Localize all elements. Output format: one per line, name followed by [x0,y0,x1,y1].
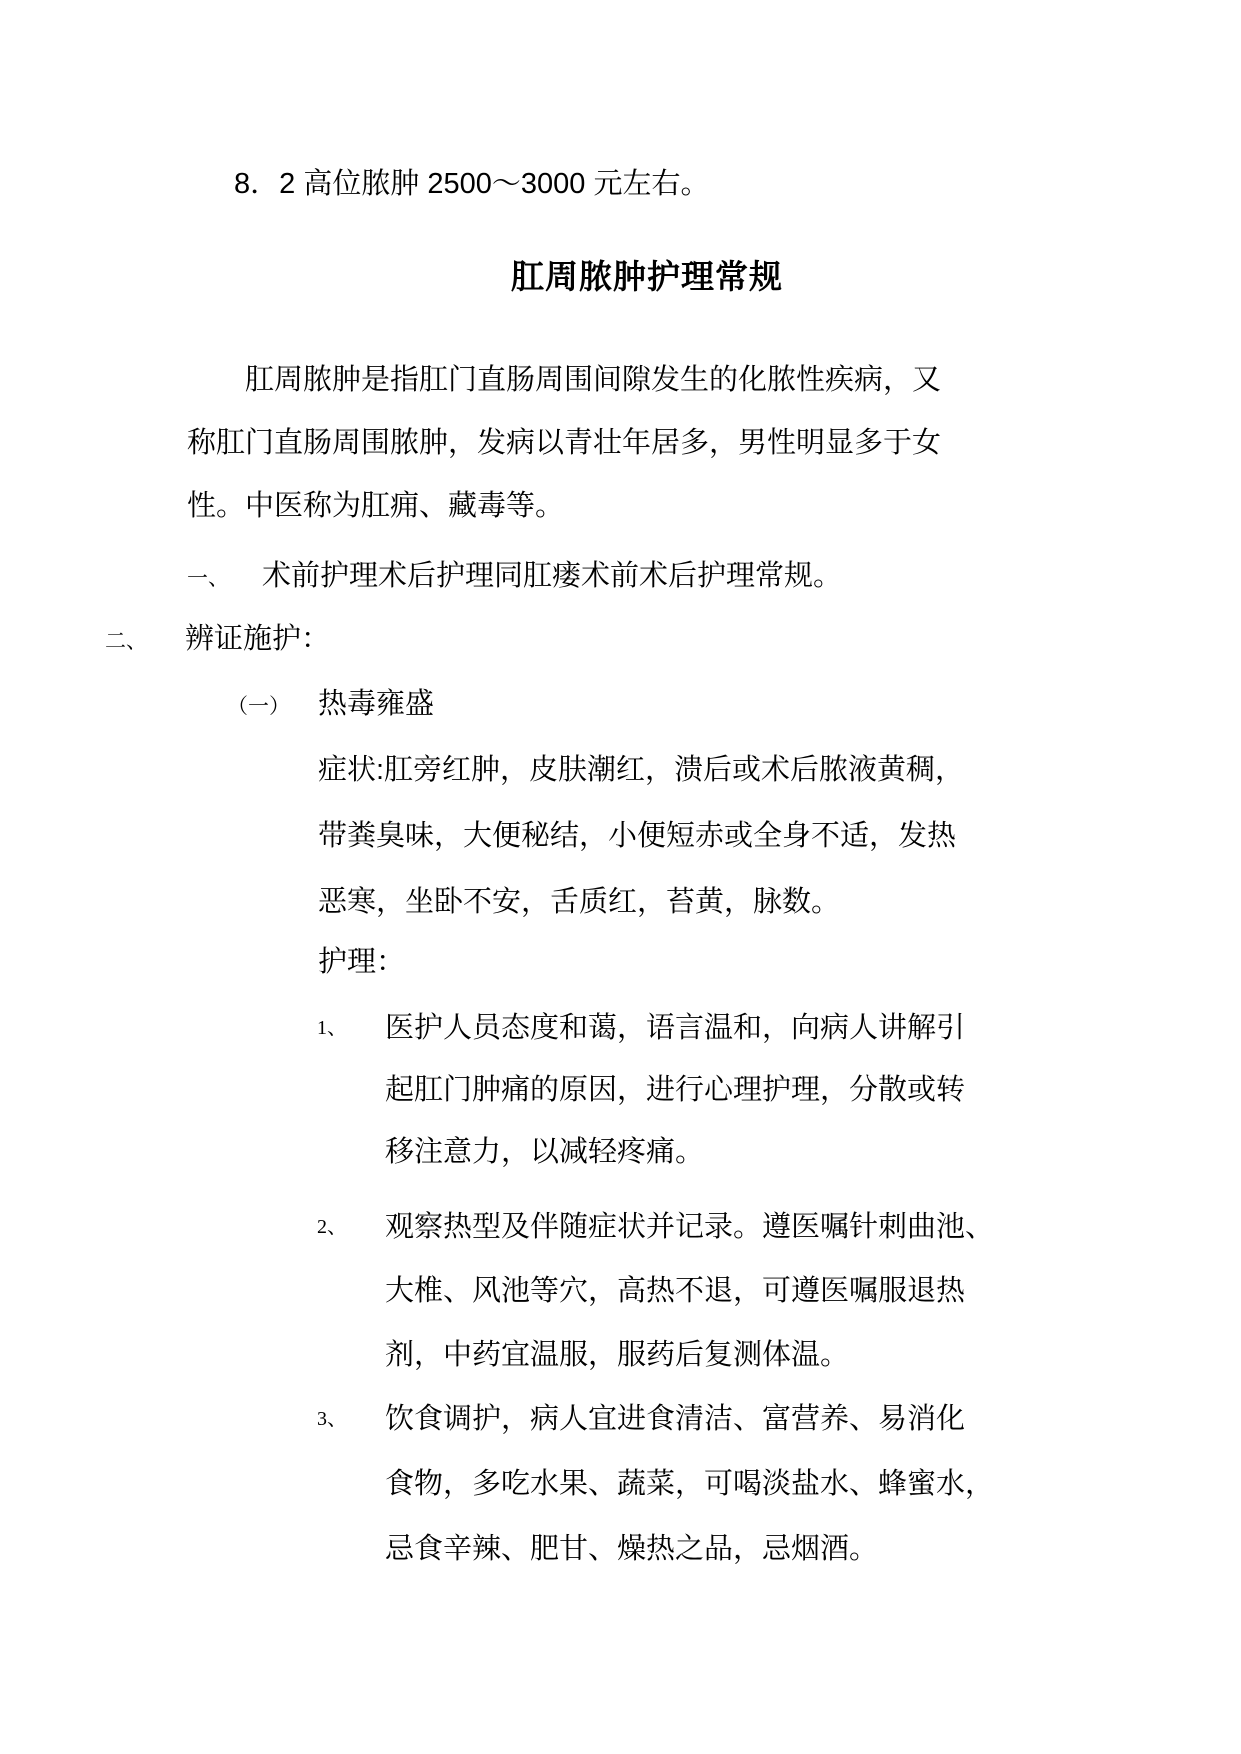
subsection-one [227,673,434,738]
care-item-1 [317,997,966,1183]
care-item-3-line-3: 忌食辛辣、肥甘、燥热之品，忌烟酒。 [385,1533,879,1565]
care-item-3-number: 3、 [317,1408,347,1430]
section-one-marker: 一、 [187,567,229,590]
care-item-1-line-1: 医护人员态度和蔼，语言温和，向病人讲解引 [385,1012,966,1044]
care-item-2-line-1: 观察热型及伴随症状并记录。遵医嘱针刺曲池、 [385,1211,995,1243]
care-item-1-line-2: 起肛门肿痛的原因，进行心理护理，分散或转 [385,1074,966,1106]
intro-paragraph-line-2: 称肛门直肠周围脓肿，发病以青壮年居多，男性明显多于女 [187,427,942,459]
care-item-2-line-2: 大椎、风池等穴，高热不退，可遵医嘱服退热 [385,1275,966,1307]
care-label: 护理： [318,946,406,978]
section-two-marker: 二、 [105,630,147,653]
care-item-2-number: 2、 [317,1216,347,1238]
section-two-text: 辨证施护： [185,623,331,655]
symptoms-line-3: 恶寒，坐卧不安，舌质红，苔黄，脉数。 [318,886,841,918]
care-item-3-line-2: 食物，多吃水果、蔬菜，可喝淡盐水、蜂蜜水， [385,1468,995,1500]
subsection-one-marker: （一） [227,695,290,718]
cost-line: 8．2 高位脓肿 2500～3000 元左右。 [234,168,710,200]
symptoms-block [318,737,964,935]
care-item-2-line-3: 剂，中药宜温服，服药后复测体温。 [385,1339,850,1371]
document-title: 肛周脓肿护理常规 [511,258,783,295]
care-item-3 [317,1387,995,1582]
care-item-3-line-1: 饮食调护，病人宜进食清洁、富营养、易消化 [385,1403,966,1435]
intro-paragraph [187,349,941,538]
section-one-text: 术前护理术后护理同肛瘘术前术后护理常规。 [262,560,843,592]
care-item-2 [317,1195,995,1387]
subsection-one-text: 热毒雍盛 [318,688,435,720]
symptoms-line-1: 症状:肛旁红肿，皮肤潮红，溃后或术后脓液黄稠， [318,754,965,786]
care-item-1-number: 1、 [317,1017,347,1039]
care-item-1-line-3: 移注意力，以减轻疼痛。 [385,1136,705,1168]
section-two [105,608,330,673]
intro-paragraph-line-3: 性。中医称为肛痈、藏毒等。 [187,490,565,522]
intro-paragraph-line-1: 肛周脓肿是指肛门直肠周围间隙发生的化脓性疾病，又 [245,364,942,396]
symptoms-line-2: 带粪臭味，大便秘结，小便短赤或全身不适，发热 [318,820,957,852]
section-one [187,545,842,610]
